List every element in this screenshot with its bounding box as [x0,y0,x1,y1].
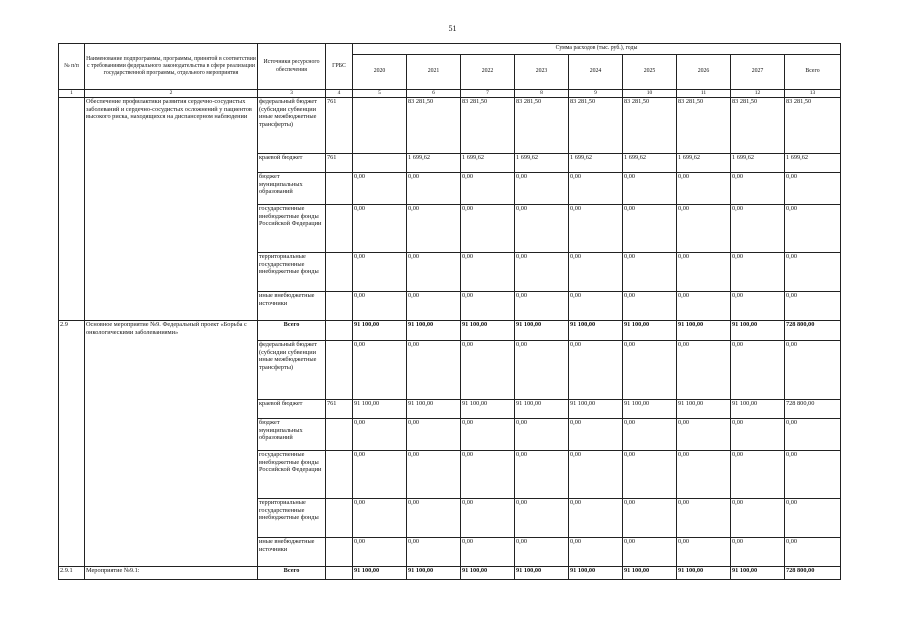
year-value: 0,00 [731,419,785,451]
year-value: 0,00 [623,253,677,292]
year-value: 0,00 [569,253,623,292]
funding-source: государственные внебюджетные фонды Российской Федерации [258,205,326,253]
year-value: 0,00 [407,419,461,451]
year-value: 91 100,00 [353,567,407,580]
year-value: 0,00 [407,205,461,253]
year-value: 91 100,00 [461,567,515,580]
year-value: 0,00 [461,538,515,567]
year-value: 0,00 [677,451,731,499]
year-value: 0,00 [353,538,407,567]
table-row [59,321,841,341]
column-index: 6 [407,90,461,98]
year-value: 91 100,00 [353,321,407,341]
year-value: 0,00 [515,419,569,451]
total-value: 0,00 [785,173,841,205]
year-value: 91 100,00 [569,321,623,341]
year-value: 83 281,50 [515,98,569,154]
year-value: 1 699,62 [515,154,569,173]
total-value: 0,00 [785,341,841,400]
year-value: 0,00 [731,253,785,292]
year-value: 1 699,62 [569,154,623,173]
year-value: 1 699,62 [677,154,731,173]
funding-source: иные внебюджетные источники [258,292,326,321]
year-value: 0,00 [623,538,677,567]
grbs-code: 761 [326,154,353,173]
year-value: 0,00 [407,538,461,567]
column-index: 3 [258,90,326,98]
year-value: 0,00 [731,538,785,567]
header-year: 2026 [677,55,731,90]
year-value: 0,00 [515,499,569,538]
table-row [59,567,841,580]
year-value: 1 699,62 [407,154,461,173]
column-index: 2 [85,90,258,98]
funding-source: бюджет муниципальных образований [258,173,326,205]
grbs-code [326,253,353,292]
year-value: 83 281,50 [461,98,515,154]
year-value: 0,00 [353,173,407,205]
total-value: 728 800,00 [785,321,841,341]
column-index: 11 [677,90,731,98]
year-value: 91 100,00 [515,567,569,580]
year-value: 0,00 [407,451,461,499]
year-value: 91 100,00 [731,567,785,580]
year-value: 0,00 [677,341,731,400]
column-index: 8 [515,90,569,98]
funding-source: краевой бюджет [258,400,326,419]
header-name: Наименование подпрограммы, программы, принятой в соответствии с требованиями федерального законодательства в сфере реализации государственной программы, отдельного мероприятия [85,44,258,90]
year-value: 0,00 [569,173,623,205]
year-value: 0,00 [677,292,731,321]
total-value: 0,00 [785,205,841,253]
year-value: 0,00 [461,341,515,400]
header-grbs: ГРБС [326,44,353,90]
year-value: 91 100,00 [461,400,515,419]
year-value: 91 100,00 [731,321,785,341]
header-year: 2023 [515,55,569,90]
year-value: 0,00 [569,538,623,567]
year-value: 0,00 [677,499,731,538]
year-value: 0,00 [515,538,569,567]
year-value: 0,00 [515,205,569,253]
year-value: 91 100,00 [569,400,623,419]
column-index: 5 [353,90,407,98]
header-year: 2020 [353,55,407,90]
year-value: 0,00 [461,253,515,292]
column-index: 10 [623,90,677,98]
row-number [59,98,85,321]
year-value: 0,00 [353,292,407,321]
year-value: 0,00 [353,451,407,499]
year-value: 0,00 [569,341,623,400]
year-value: 0,00 [623,419,677,451]
total-value: 728 800,00 [785,400,841,419]
year-value: 91 100,00 [623,567,677,580]
year-value: 0,00 [731,499,785,538]
header-num: № п/п [59,44,85,90]
column-index: 7 [461,90,515,98]
column-index: 13 [785,90,841,98]
year-value: 0,00 [623,173,677,205]
year-value: 83 281,50 [623,98,677,154]
total-value: 0,00 [785,538,841,567]
year-value: 91 100,00 [569,567,623,580]
year-value: 91 100,00 [677,567,731,580]
table-row [59,98,841,154]
year-value: 0,00 [407,499,461,538]
total-value: 0,00 [785,419,841,451]
row-title: Мероприятие №9.1: [85,567,258,580]
year-value: 91 100,00 [731,400,785,419]
year-value: 0,00 [731,341,785,400]
year-value: 0,00 [515,341,569,400]
year-value: 0,00 [461,173,515,205]
grbs-code [326,321,353,341]
row-number: 2.9 [59,321,85,567]
row-number: 2.9.1 [59,567,85,580]
year-value: 0,00 [353,419,407,451]
header-year: 2024 [569,55,623,90]
year-value: 0,00 [461,451,515,499]
year-value: 0,00 [677,173,731,205]
budget-table-body [59,98,841,580]
year-value: 0,00 [407,341,461,400]
row-title: Основное мероприятие №9. Федеральный проект «Борьба с онкологическими заболеваниями» [85,321,258,567]
year-value: 1 699,62 [623,154,677,173]
year-value: 91 100,00 [407,400,461,419]
column-index-row [59,90,841,98]
funding-source: бюджет муниципальных образований [258,419,326,451]
year-value: 0,00 [731,205,785,253]
year-value: 0,00 [623,205,677,253]
year-value: 0,00 [569,499,623,538]
year-value: 0,00 [461,292,515,321]
year-value: 0,00 [515,173,569,205]
year-value: 0,00 [731,292,785,321]
year-value: 0,00 [515,292,569,321]
year-value: 0,00 [353,499,407,538]
total-value: 0,00 [785,253,841,292]
year-value: 91 100,00 [677,400,731,419]
year-value: 0,00 [731,451,785,499]
year-value: 91 100,00 [623,400,677,419]
year-value: 0,00 [731,173,785,205]
total-value: 0,00 [785,292,841,321]
funding-source: государственные внебюджетные фонды Российской Федерации [258,451,326,499]
year-value: 91 100,00 [515,321,569,341]
column-index: 9 [569,90,623,98]
year-value: 83 281,50 [677,98,731,154]
year-value: 83 281,50 [731,98,785,154]
header-year-total: Всего [785,55,841,90]
header-year: 2027 [731,55,785,90]
header-year: 2022 [461,55,515,90]
year-value [353,154,407,173]
year-value: 0,00 [623,499,677,538]
year-value: 0,00 [677,253,731,292]
grbs-code [326,499,353,538]
budget-table [58,43,841,580]
header-year: 2025 [623,55,677,90]
grbs-code [326,538,353,567]
year-value: 0,00 [569,451,623,499]
total-value: 83 281,50 [785,98,841,154]
year-value: 0,00 [677,538,731,567]
year-value: 1 699,62 [731,154,785,173]
year-value [353,98,407,154]
header-source: Источники ресурсного обеспечения [258,44,326,90]
funding-source: территориальные государственные внебюджетные фонды [258,253,326,292]
funding-source: Всего [258,321,326,341]
funding-source: иные внебюджетные источники [258,538,326,567]
year-value: 0,00 [407,253,461,292]
year-value: 91 100,00 [407,321,461,341]
year-value: 0,00 [569,292,623,321]
grbs-code: 761 [326,400,353,419]
page-number: 51 [448,24,457,33]
year-value: 0,00 [461,499,515,538]
column-index: 12 [731,90,785,98]
year-value: 0,00 [623,341,677,400]
year-value: 0,00 [461,419,515,451]
year-value: 0,00 [515,253,569,292]
grbs-code [326,567,353,580]
grbs-code [326,341,353,400]
year-value: 0,00 [569,419,623,451]
funding-source: Всего [258,567,326,580]
year-value: 0,00 [677,205,731,253]
funding-source: краевой бюджет [258,154,326,173]
grbs-code [326,173,353,205]
year-value: 91 100,00 [407,567,461,580]
year-value: 0,00 [623,292,677,321]
year-value: 0,00 [407,173,461,205]
year-value: 0,00 [623,451,677,499]
year-value: 0,00 [515,451,569,499]
year-value: 91 100,00 [623,321,677,341]
total-value: 728 800,00 [785,567,841,580]
column-index: 4 [326,90,353,98]
grbs-code [326,292,353,321]
total-value: 1 699,62 [785,154,841,173]
year-value: 91 100,00 [677,321,731,341]
year-value: 0,00 [353,253,407,292]
year-value: 0,00 [353,205,407,253]
year-value: 0,00 [407,292,461,321]
grbs-code: 761 [326,98,353,154]
header-year: 2021 [407,55,461,90]
row-title: Обеспечение профилактики развития сердечно-сосудистых заболеваний и сердечно-сосудистых осложнений у пациентов высокого риска, находящихся на диспансерном наблюдении [85,98,258,321]
year-value: 83 281,50 [569,98,623,154]
funding-source: территориальные государственные внебюджетные фонды [258,499,326,538]
year-value: 0,00 [677,419,731,451]
grbs-code [326,451,353,499]
year-value: 0,00 [569,205,623,253]
year-value: 0,00 [353,341,407,400]
column-index: 1 [59,90,85,98]
total-value: 0,00 [785,499,841,538]
year-value: 0,00 [461,205,515,253]
funding-source: федеральный бюджет (субсидии субвенции иные межбюджетные трансферты) [258,98,326,154]
year-value: 91 100,00 [353,400,407,419]
header-sum: Сумма расходов (тыс. руб.), годы [353,44,841,55]
grbs-code [326,205,353,253]
year-value: 83 281,50 [407,98,461,154]
year-value: 91 100,00 [515,400,569,419]
grbs-code [326,419,353,451]
funding-source: федеральный бюджет (субсидии субвенции иные межбюджетные трансферты) [258,341,326,400]
total-value: 0,00 [785,451,841,499]
year-value: 1 699,62 [461,154,515,173]
year-value: 91 100,00 [461,321,515,341]
